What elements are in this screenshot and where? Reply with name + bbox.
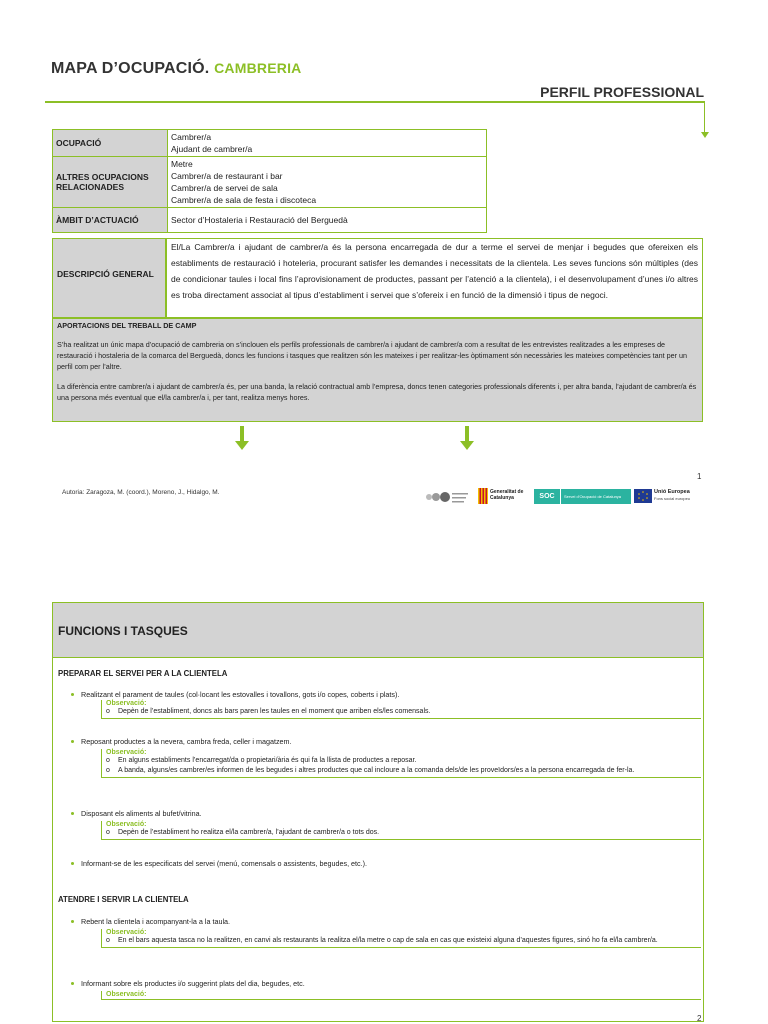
category-heading: ATENDRE I SERVIR LA CLIENTELA: [58, 895, 189, 904]
bullet-icon: [71, 862, 74, 865]
page-subtitle: CAMBRERIA: [214, 60, 302, 76]
eu-logo-subtext: Fons social europeu: [654, 496, 691, 501]
circle-bullet-icon: o: [106, 829, 110, 836]
page-number: 2: [697, 1014, 702, 1023]
circle-bullet-icon: o: [106, 937, 110, 944]
logo-strip: [424, 486, 702, 508]
info-line: Cambrer/a de sala de festa i discoteca: [171, 195, 317, 205]
info-line: Ajudant de cambrer/a: [171, 144, 253, 154]
bullet-icon: [71, 812, 74, 815]
observation-block: [101, 749, 701, 778]
bullet-icon: [71, 740, 74, 743]
info-value: [168, 208, 487, 233]
circle-bullet-icon: o: [106, 708, 110, 715]
observation-item: o Depèn de l’establiment, doncs als bars paren les taules en el moment que arriben els/les comensals.: [106, 708, 431, 715]
category-heading: PREPARAR EL SERVEI PER A LA CLIENTELA: [58, 669, 228, 678]
info-line: Cambrer/a: [171, 132, 212, 142]
bullet-icon: [71, 693, 74, 696]
observation-label: Observació:: [106, 700, 147, 707]
down-line: [704, 103, 705, 135]
observation-label: Observació:: [106, 749, 147, 756]
observation-block: [101, 700, 701, 719]
agency-logo-icon: [424, 489, 470, 505]
info-line: Metre: [171, 159, 193, 169]
info-line: Cambrer/a de servei de sala: [171, 183, 278, 193]
observation-block: [101, 929, 701, 948]
funcions-title: FUNCIONS I TASQUES: [58, 624, 188, 638]
generalitat-flag-icon: [478, 488, 488, 504]
description-label: DESCRIPCIÓ GENERAL: [52, 238, 166, 318]
observation-label: Observació:: [106, 821, 147, 828]
info-value: [168, 130, 487, 157]
observation-block: [101, 821, 701, 840]
aportacions-title: APORTACIONS DEL TREBALL DE CAMP: [57, 321, 197, 330]
arrow-down-icon: [460, 426, 474, 452]
arrow-down-icon: [235, 426, 249, 452]
observation-label: Observació:: [106, 929, 147, 936]
info-label: ALTRES OCUPACIONS RELACIONADES: [53, 157, 168, 208]
task-item: Rebent la clientela i acompanyant-la a la taula.: [81, 917, 230, 926]
title-rule: [45, 101, 705, 103]
info-label: OCUPACIÓ: [53, 130, 168, 157]
bullet-icon: [71, 920, 74, 923]
page-title: MAPA D’OCUPACIÓ. CAMBRERIA: [51, 60, 302, 77]
info-row-ocupacio: [53, 130, 487, 157]
task-item: Informant-se de les especificats del servei (menú, comensals o assistents, begudes, etc.).: [81, 859, 367, 868]
info-table: [52, 129, 487, 233]
page-number: 1: [697, 472, 702, 481]
observation-block: [101, 991, 701, 1000]
observation-item: o Depèn de l’establiment ho realitza el/la cambrer/a, l’ajudant de cambrer/a o tots dos.: [106, 829, 380, 836]
section-heading: PERFIL PROFESSIONAL: [540, 84, 704, 100]
info-row-ambit: [53, 208, 487, 233]
eu-flag-icon: [634, 489, 652, 503]
info-label: ÀMBIT D’ACTUACIÓ: [53, 208, 168, 233]
info-line: Sector d’Hostaleria i Restauració del Berguedà: [171, 215, 348, 225]
circle-bullet-icon: o: [106, 757, 110, 764]
aportacions-paragraph: S’ha realitzat un únic mapa d’ocupació de cambreria on s’inclouen els perfils professionals de cambrer/a i ajudant de cambrer/a com a resultat de les entrevistes realitzades a les empreses de restauració i hostaleria de la comarca del Berguedà, doncs les funcions i tasques que realitzen són les mateixes i per realitzar-les òptimament són necessàries les mateixes competències tant per un perfil com per l’altre.: [57, 340, 688, 371]
info-row-altres: [53, 157, 487, 208]
funcions-box: [52, 602, 704, 1022]
circle-bullet-icon: o: [106, 767, 110, 774]
task-item: Realitzant el parament de taules (col·locant les estovalles i tovallons, gots i/o copes, coberts i plats).: [81, 690, 399, 699]
info-value: [168, 157, 487, 208]
observation-label: Observació:: [106, 991, 147, 998]
task-item: Disposant els aliments al bufet/vitrina.: [81, 809, 202, 818]
observation-item: o A banda, alguns/es cambrer/es informen de les begudes i altres productes que cal incloure a la comanda dels/de les proveïdors/es a la persona encarregada de fer-la.: [106, 767, 635, 774]
bullet-icon: [71, 982, 74, 985]
task-item: Informant sobre els productes i/o suggerint plats del dia, begudes, etc.: [81, 979, 305, 988]
generalitat-logo-text: Generalitat de Catalunya: [490, 489, 524, 501]
soc-logo: SOC: [534, 489, 560, 504]
observation-item: o En el bars aquesta tasca no la realitzen, en canvi als restaurants la realitza el/la metre o cap de sala en cas que existeixi alguna d’aquestes figures, sinó ho fa el/la cambrer/a.: [106, 937, 658, 944]
aportacions-paragraph: La diferència entre cambrer/a i ajudant de cambrer/a és, per una banda, la relació contractual amb l’empresa, doncs tenen categories professionals diferents i, per altra banda, l’ajudant de cambrer/a és una persona més eventual que el/la cambrer/a i, per tant, realitza menys hores.: [57, 382, 697, 402]
soc-logo-text: Servei d'Ocupació de Catalunya: [561, 489, 631, 504]
eu-logo-text: Unió Europea: [654, 489, 690, 495]
description-text: El/La Cambrer/a i ajudant de cambrer/a és la persona encarregada de dur a terme el servei de menjar i begudes que ofereixen els establiments de restauració i hoteleria, procurant satisfer les demandes i necessitats de la clientela. Les seves funcions són múltiples (des de condicionar taules i local fins l’aprovisionament de productes, passant per l’atenció a la clientela), i el desenvolupament d’unes i/o altres es troba directament associat al tipus d’establiment i servei que s’ofereix i en funció de la dimensió i tipus de negoci.: [166, 238, 703, 318]
aportacions-block: [52, 318, 703, 422]
observation-item: o En alguns establiments l’encarregat/da o propietari/ària és qui fa la llista de productes a reposar.: [106, 757, 417, 764]
task-item: Reposant productes a la nevera, cambra freda, celler i magatzem.: [81, 737, 292, 746]
author-credit: Autoria: Zaragoza, M. (coord.), Moreno, J., Hidalgo, M.: [62, 489, 220, 496]
info-line: Cambrer/a de restaurant i bar: [171, 171, 283, 181]
funcions-header: [53, 603, 703, 658]
down-arrow-icon: [701, 132, 709, 138]
